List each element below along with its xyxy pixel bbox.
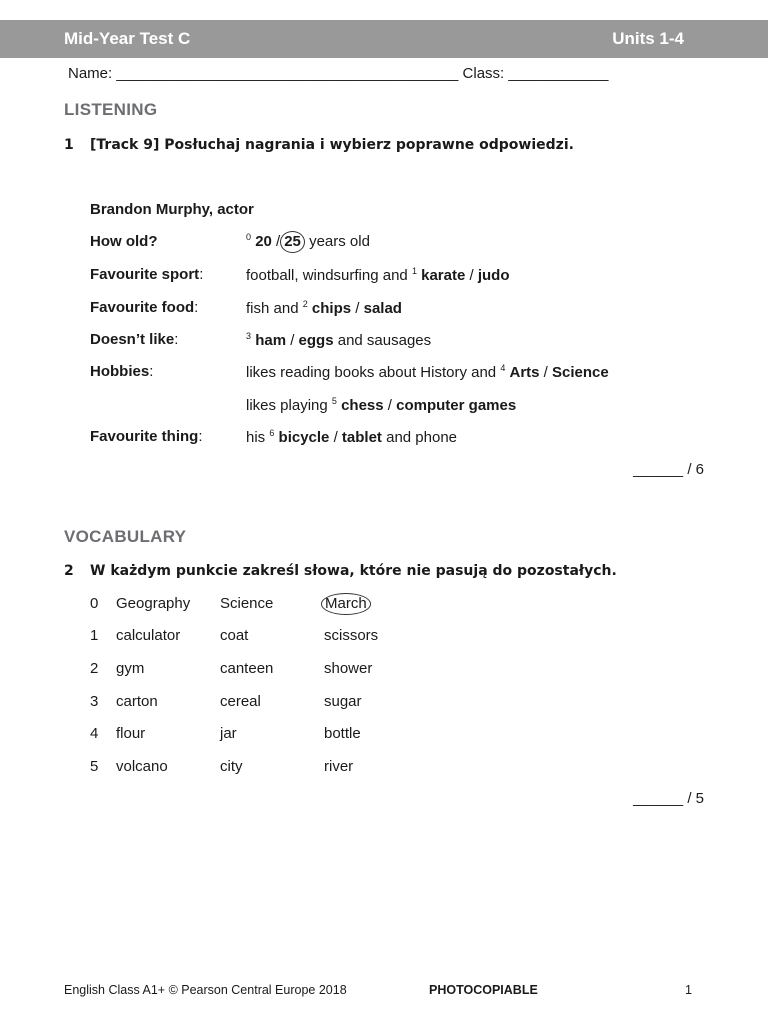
item-number: 3 <box>246 331 252 341</box>
vocab-number: 3 <box>90 693 99 710</box>
row-answer: likes reading books about History and $^4$ Arts / Science <box>246 363 609 381</box>
subject-label: Brandon Murphy, actor <box>90 201 254 218</box>
row-answer: his $^6$ bicycle / tablet and phone <box>246 428 458 446</box>
option-b: computer games <box>396 397 517 414</box>
row-label: Hobbies: <box>90 363 154 380</box>
option-a: karate <box>421 267 466 284</box>
row-label: Favourite sport: <box>90 266 204 283</box>
row-label: How old? <box>90 233 158 250</box>
row-answer: likes playing $^5$ chess / computer games <box>246 396 517 414</box>
vocab-word: river <box>324 758 354 775</box>
vocab-word: volcano <box>116 758 168 775</box>
listening-task <box>64 137 574 153</box>
circled-word: March <box>321 593 371 615</box>
vocab-word: shower <box>324 660 373 677</box>
option-b: Science <box>552 364 609 381</box>
option-b: eggs <box>298 332 334 349</box>
vocab-word: Science <box>220 595 274 612</box>
item-number: 2 <box>302 299 308 309</box>
row-label: Doesn’t like: <box>90 331 179 348</box>
vocab-number: 1 <box>90 627 99 644</box>
option-a: ham <box>255 332 287 349</box>
task-number: 2 <box>64 563 74 579</box>
footer-photocopiable: PHOTOCOPIABLE <box>429 983 538 997</box>
vocab-word: city <box>220 758 243 775</box>
option-b: judo <box>477 267 510 284</box>
footer-copyright: English Class A1+ © Pearson Central Europe 2018 <box>64 983 347 997</box>
item-number: 0 <box>246 232 252 242</box>
vocab-word: sugar <box>324 693 362 710</box>
vocab-word: flour <box>116 725 146 742</box>
row-answer: fish and $^2$ chips / salad <box>246 299 402 317</box>
row-answer: football, windsurfing and $^1$ karate / judo <box>246 266 510 284</box>
task-number: 1 <box>64 137 74 153</box>
option-separator: / <box>276 233 281 250</box>
vocab-word: carton <box>116 693 158 710</box>
item-number: 6 <box>269 428 275 438</box>
option-after: years old <box>304 233 370 250</box>
option-a: bicycle <box>278 429 330 446</box>
vocab-number: 2 <box>90 660 99 677</box>
vocab-word: canteen <box>220 660 274 677</box>
vocabulary-heading: VOCABULARY <box>64 527 187 546</box>
page-number: 1 <box>685 983 692 997</box>
vocabulary-task <box>64 563 617 579</box>
vocab-number: 4 <box>90 725 99 742</box>
option-b: salad <box>363 300 402 317</box>
listening-heading: LISTENING <box>64 100 158 119</box>
item-number: 1 <box>411 266 417 276</box>
row-answer: $^3$ ham / eggs and sausages <box>246 331 432 349</box>
row-label: Favourite thing: <box>90 428 203 445</box>
vocab-word: bottle <box>324 725 361 742</box>
option-a: Arts <box>509 364 540 381</box>
vocab-word: jar <box>220 725 237 742</box>
circled-word-wrapper <box>321 593 371 615</box>
units-label: Units 1-4 <box>612 29 684 48</box>
vocab-word: calculator <box>116 627 181 644</box>
listening-score: ______ / 6 <box>633 461 704 478</box>
vocab-word: gym <box>116 660 145 677</box>
row-label: Favourite food: <box>90 299 199 316</box>
task-instruction: W każdym punkcie zakreśl słowa, które nie pasują do pozostałych. <box>90 563 617 579</box>
vocab-word: cereal <box>220 693 261 710</box>
task-instruction: [Track 9] Posłuchaj nagrania i wybierz poprawne odpowiedzi. <box>90 137 574 153</box>
test-title: Mid-Year Test C <box>64 29 191 48</box>
vocab-word: scissors <box>324 627 379 644</box>
option-a: 20 <box>255 233 272 250</box>
vocab-number: 5 <box>90 758 99 775</box>
circled-option: 25 <box>280 231 305 253</box>
vocab-word: coat <box>220 627 249 644</box>
vocab-number: 0 <box>90 595 99 612</box>
option-a: chess <box>341 397 384 414</box>
row-answer <box>246 231 370 253</box>
vocabulary-score: ______ / 5 <box>633 790 704 807</box>
option-b: tablet <box>341 429 382 446</box>
item-number: 4 <box>500 363 506 373</box>
option-a: chips <box>311 300 352 317</box>
vocab-word: Geography <box>116 595 191 612</box>
name-class-line: Name: _________________________________________ Class: ____________ <box>68 65 609 82</box>
item-number: 5 <box>331 396 337 406</box>
